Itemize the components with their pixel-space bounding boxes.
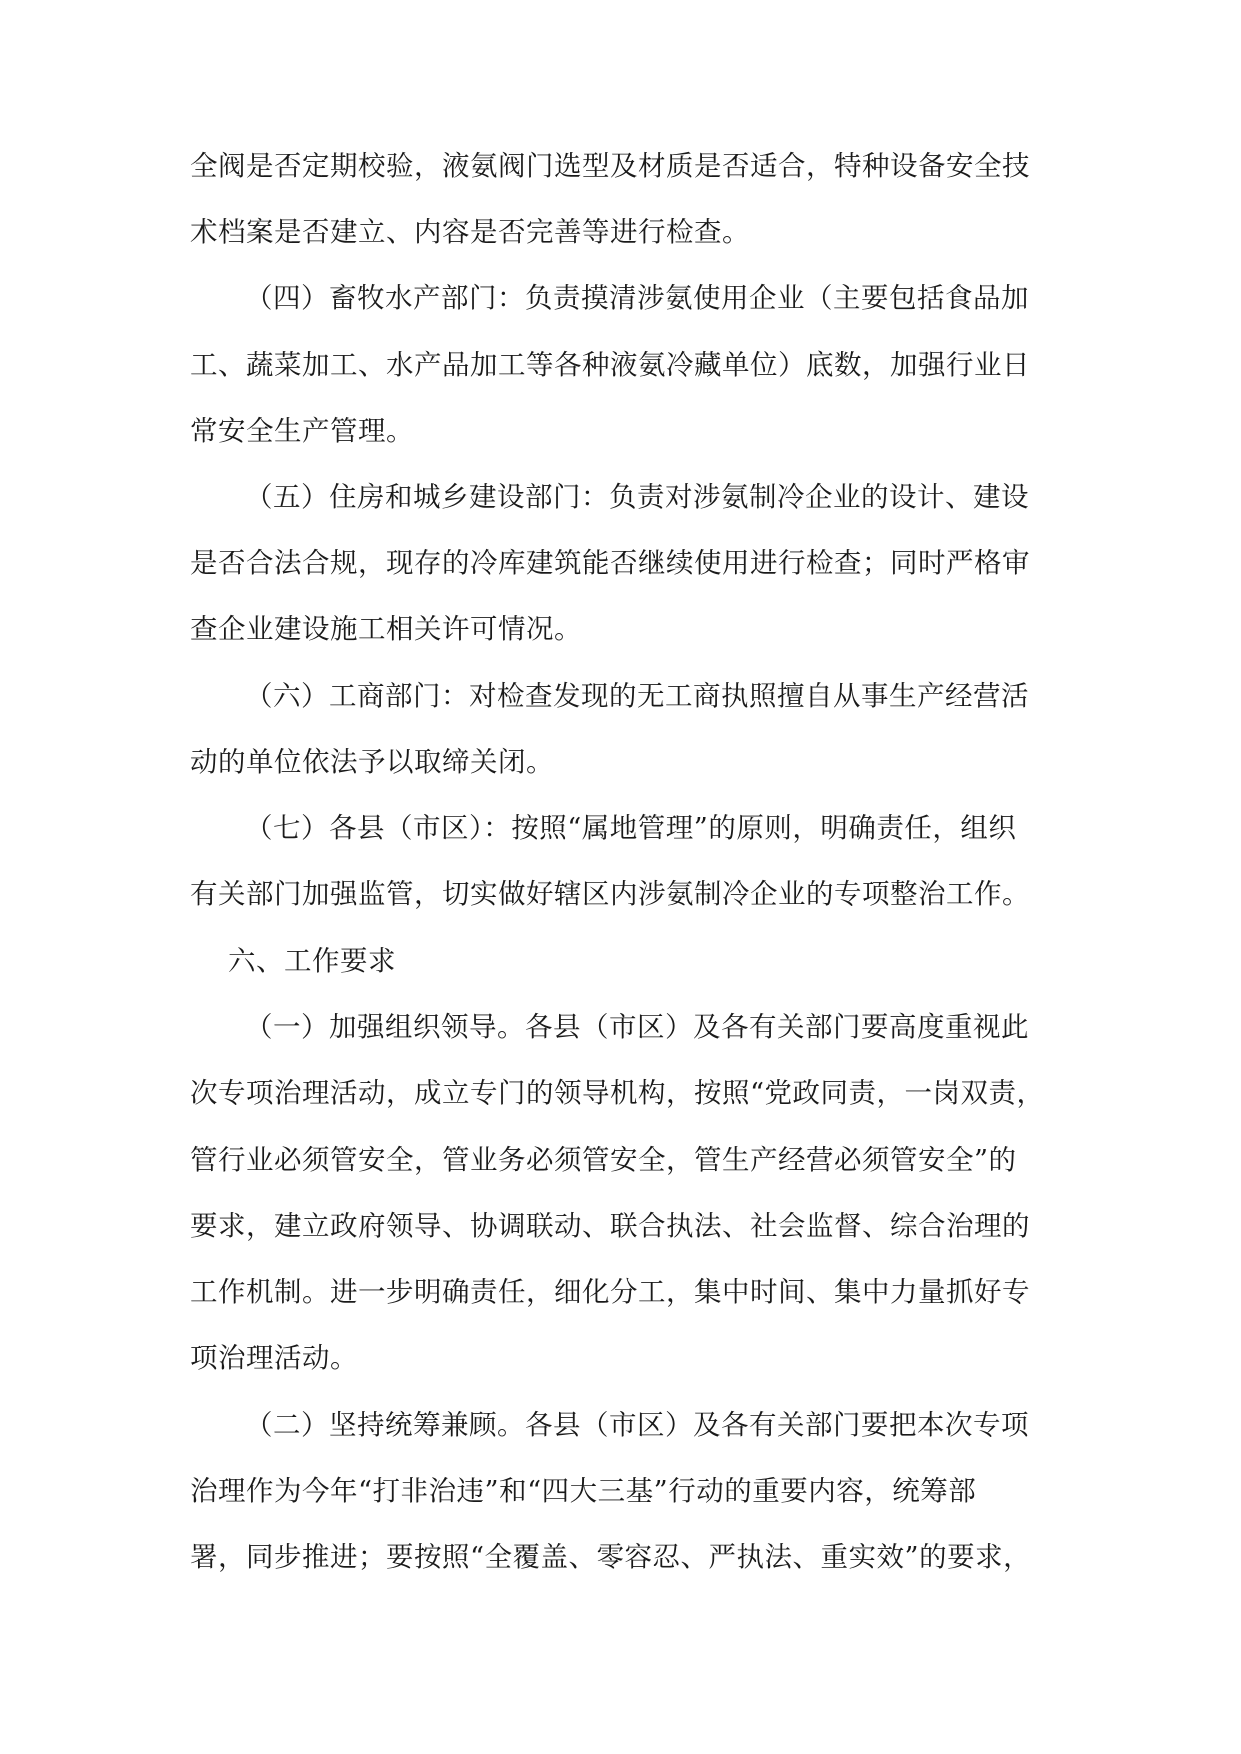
paragraph-start-line: （七）各县（市区）：按照“属地管理”的原则，明确责任，组织	[245, 812, 1017, 844]
text-line: 要求，建立政府领导、协调联动、联合执法、社会监督、综合治理的	[190, 1210, 1030, 1242]
text-line: 工、蔬菜加工、水产品加工等各种液氨冷藏单位）底数，加强行业日	[190, 349, 1030, 381]
text-line: 有关部门加强监管，切实做好辖区内涉氨制冷企业的专项整治工作。	[190, 878, 1030, 910]
text-line: 次专项治理活动，成立专门的领导机构，按照“党政同责，一岗双责，	[190, 1077, 1045, 1109]
text-line: 全阀是否定期校验，液氨阀门选型及材质是否适合，特种设备安全技	[190, 150, 1030, 182]
paragraph-start-line: （一）加强组织领导。各县（市区）及各有关部门要高度重视此	[245, 1011, 1029, 1043]
text-line: 工作机制。进一步明确责任，细化分工，集中时间、集中力量抓好专	[190, 1276, 1030, 1308]
paragraph-start-line: （二）坚持统筹兼顾。各县（市区）及各有关部门要把本次专项	[245, 1409, 1029, 1441]
text-line: 治理作为今年“打非治违”和“四大三基”行动的重要内容，统筹部	[190, 1475, 977, 1507]
paragraph-start-line: （五）住房和城乡建设部门：负责对涉氨制冷企业的设计、建设	[245, 481, 1029, 513]
text-line: 项治理活动。	[190, 1342, 358, 1374]
text-line: 术档案是否建立、内容是否完善等进行检查。	[190, 216, 750, 248]
text-line: 是否合法合规，现存的冷库建筑能否继续使用进行检查；同时严格审	[190, 547, 1030, 579]
text-line: 管行业必须管安全，管业务必须管安全，管生产经营必须管安全”的	[190, 1144, 1017, 1176]
text-line: 查企业建设施工相关许可情况。	[190, 613, 582, 645]
section-heading: 六、工作要求	[228, 945, 396, 977]
paragraph-start-line: （四）畜牧水产部门：负责摸清涉氨使用企业（主要包括食品加	[245, 282, 1029, 314]
text-line: 动的单位依法予以取缔关闭。	[190, 746, 554, 778]
paragraph-start-line: （六）工商部门：对检查发现的无工商执照擅自从事生产经营活	[245, 680, 1029, 712]
text-line: 署，同步推进；要按照“全覆盖、零容忍、严执法、重实效”的要求，	[190, 1541, 1032, 1573]
text-line: 常安全生产管理。	[190, 415, 414, 447]
